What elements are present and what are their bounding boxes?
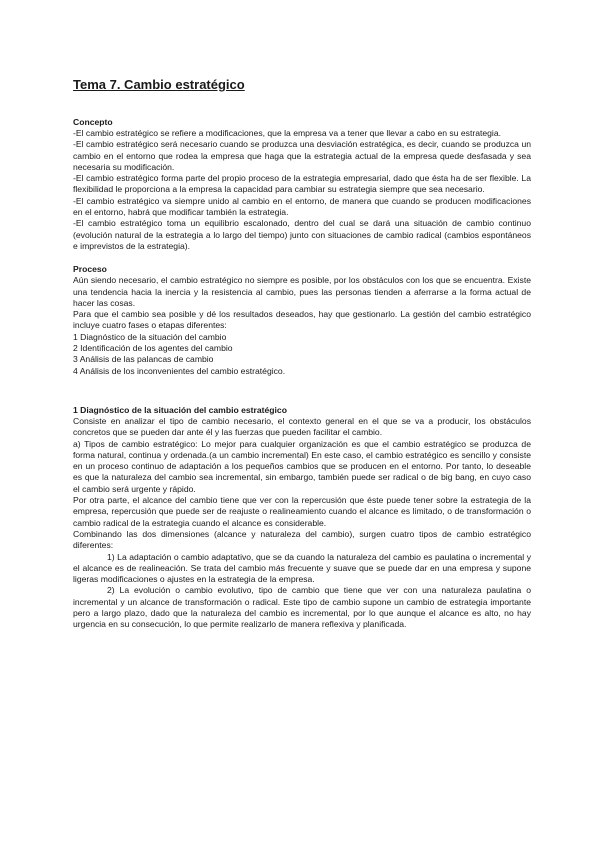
- paragraph: -El cambio estratégico forma parte del propio proceso de la estrategia empresarial, dado que ésta ha de ser flexible. La flexibilidad le proporciona a la empresa la capacidad para cambiar su estrategia siempre que sea necesario.: [73, 173, 531, 195]
- numbered-item: 1) La adaptación o cambio adaptativo, que se da cuando la naturaleza del cambio es paulatina o incremental y el alcance es de realineación. Se trata del cambio más frecuente y suave que se puede dar en una empresa y supone ligeras modificaciones o ajustes en la estrategia de la empresa.: [73, 551, 531, 585]
- section-heading-diagnostico: 1 Diagnóstico de la situación del cambio estratégico: [73, 404, 287, 415]
- paragraph: Combinando las dos dimensiones (alcance y naturaleza del cambio), surgen cuatro tipos de cambio estratégico diferentes:: [73, 528, 531, 551]
- list-item: 3 Análisis de las palancas de cambio: [73, 354, 214, 365]
- list-item: 4 Análisis de los inconvenientes del cambio estratégico.: [73, 365, 286, 376]
- paragraph: Consiste en analizar el tipo de cambio necesario, el contexto general en el que se va a producir, los obstáculos concretos que se pueden dar ante él y las fuerzas que pueden facilitar el cambio.: [73, 415, 531, 438]
- paragraph: Por otra parte, el alcance del cambio tiene que ver con la repercusión que éste puede tener sobre la estrategia de la empresa, repercusión que puede ser de reajuste o realineamiento cuando el alcance es limitado, o de transformación o cambio radical de la estrategia cuando el alcance es considerable.: [73, 495, 531, 528]
- list-item: 1 Diagnóstico de la situación del cambio: [73, 331, 227, 342]
- paragraph: -El cambio estratégico toma un equilibrio escalonado, dentro del cual se dará una situación de cambio continuo (evolución natural de la estrategia a lo largo del tiempo) junto con situaciones de cambio radical (cambios espontáneos e imprevistos de la estrategia).: [73, 218, 531, 251]
- numbered-item: 2) La evolución o cambio evolutivo, tipo de cambio que tiene que ver con una naturaleza paulatina o incremental y un alcance de transformación o radical. Este tipo de cambio supone un cambio de estrategia importante pero a largo plazo, dado que la naturaleza del cambio es incremental, por lo que aunque el alcance es alto, no hay urgencia en su consecución, lo que permite realizarlo de manera reflexiva y planificada.: [73, 585, 531, 630]
- paragraph: -El cambio estratégico será necesario cuando se produzca una desviación estratégica, es decir, cuando se produzca un cambio en el entorno que rodea la empresa que haga que la estrategia actual de la empresa quede desfasada y sea necesaria su modificación.: [73, 139, 531, 172]
- paragraph: a) Tipos de cambio estratégico: Lo mejor para cualquier organización es que el cambio estratégico se produzca de forma natural, continua y ordenada.(a un cambio incremental) En este caso, el cambio estratégico es sencillo y consiste en un proceso continuo de adaptación a los pequeños cambios que se producen en el entorno. Por tanto, lo deseable es que la naturaleza del cambio sea incremental, sin embargo, también puede ser radical o de big bang, en cuyo caso el cambio será urgente y rápido.: [73, 438, 531, 494]
- paragraph: Aún siendo necesario, el cambio estratégico no siempre es posible, por los obstáculos con los que se encuentra. Existe una tendencia hacia la inercia y la resistencia al cambio, pues las personas tienden a aferrarse a la forma actual de hacer las cosas.: [73, 275, 531, 308]
- paragraph: Para que el cambio sea posible y dé los resultados deseados, hay que gestionarlo. La gestión del cambio estratégico incluye cuatro fases o etapas diferentes:: [73, 309, 531, 331]
- list-item: 2 Identificación de los agentes del cambio: [73, 343, 233, 354]
- document-content: [73, 76, 531, 631]
- paragraph: -El cambio estratégico se refiere a modificaciones, que la empresa va a tener que llevar a cabo en su estrategia.: [73, 128, 502, 138]
- paragraph: -El cambio estratégico va siempre unido al cambio en el entorno, de manera que cuando se producen modificaciones en el entorno, habrá que modificar también la estrategia.: [73, 195, 531, 218]
- page-title: Tema 7. Cambio estratégico: [73, 77, 245, 92]
- section-heading-proceso: Proceso: [73, 264, 107, 275]
- section-heading-concepto: Concepto: [73, 117, 113, 127]
